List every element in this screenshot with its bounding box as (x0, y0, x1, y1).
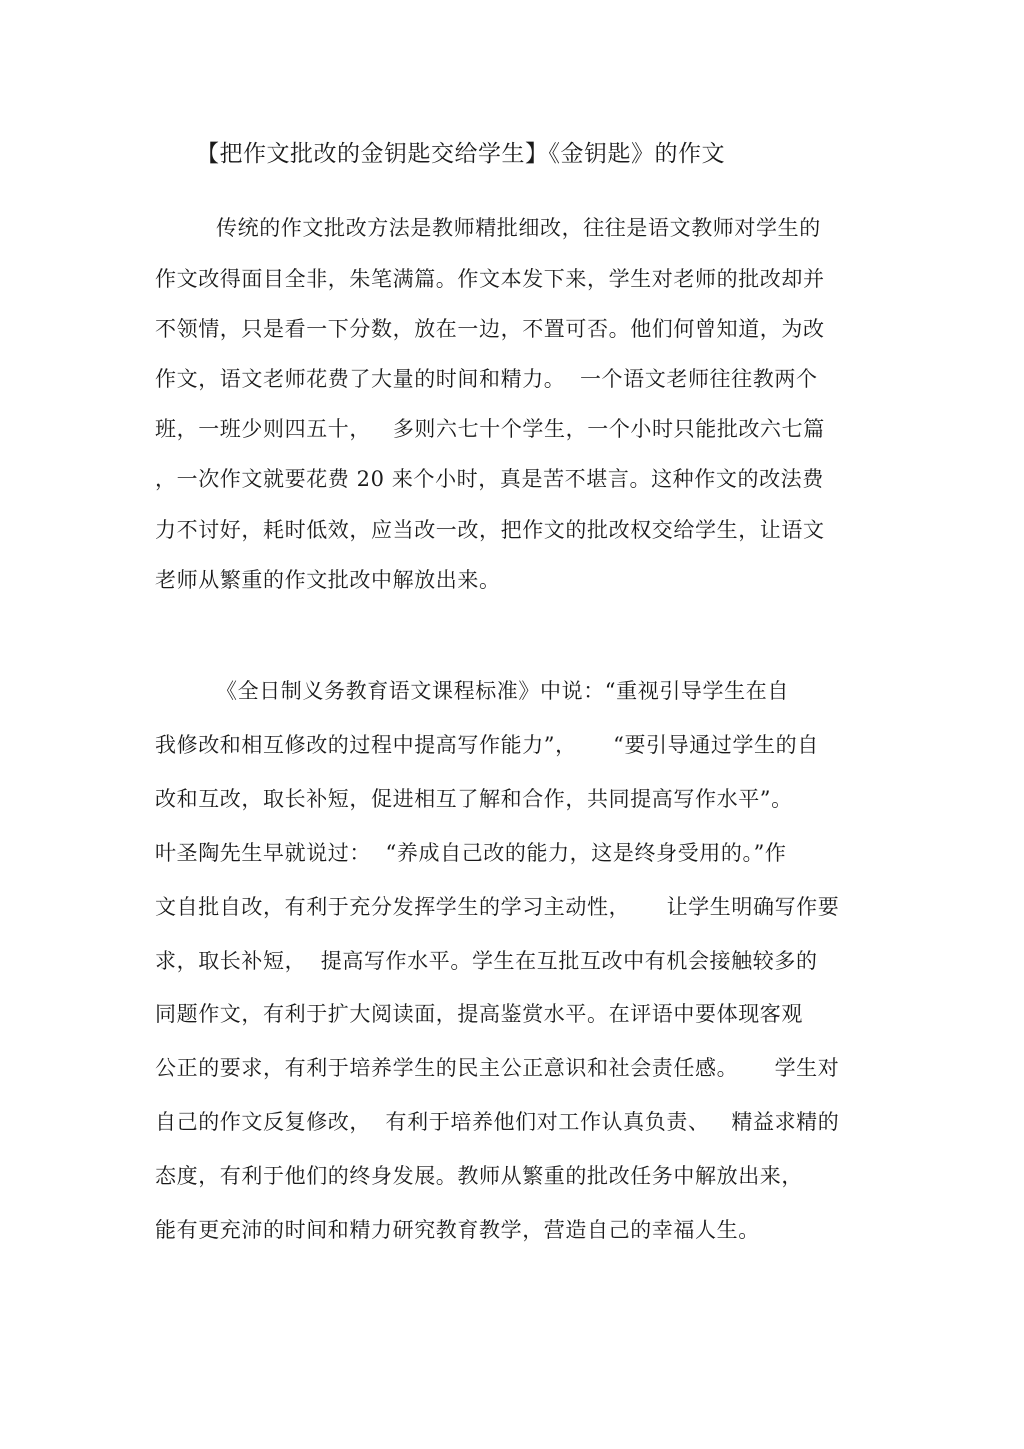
document-title: 【把作文批改的金钥匙交给学生】《金钥匙》的作文 (196, 141, 725, 167)
paragraph-2-line-7: 同题作文，有利于扩大阅读面，提高鉴赏水平。在评语中要体现客观 (155, 1002, 803, 1026)
paragraph-1-line-1: 传统的作文批改方法是教师精批细改，往往是语文教师对学生的 (216, 216, 821, 240)
paragraph-2-line-6: 求，取长补短， 提高写作水平。学生在互批互改中有机会接触较多的 (155, 949, 818, 973)
paragraph-1-line-6: ，一次作文就要花费 20 来个小时，真是苦不堪言。这种作文的改法费 (155, 467, 824, 491)
paragraph-1-line-7: 力不讨好，耗时低效，应当改一改，把作文的批改权交给学生，让语文 (155, 518, 825, 542)
paragraph-1-line-3: 不领情，只是看一下分数，放在一边，不置可否。他们何曾知道，为改 (155, 317, 825, 341)
paragraph-2-line-9: 自己的作文反复修改， 有利于培养他们对工作认真负责、 精益求精的 (155, 1110, 840, 1134)
paragraph-2-line-8: 公正的要求，有利于培养学生的民主公正意识和社会责任感。 学生对 (155, 1056, 840, 1080)
paragraph-2-line-5: 文自批自改，有利于充分发挥学生的学习主动性， 让学生明确写作要 (155, 895, 840, 919)
paragraph-2-line-11: 能有更充沛的时间和精力研究教育教学，营造自己的幸福人生。 (155, 1218, 760, 1242)
paragraph-1-line-2: 作文改得面目全非，朱笔满篇。作文本发下来，学生对老师的批改却并 (155, 267, 825, 291)
paragraph-2-line-2: 我修改和相互修改的过程中提高写作能力”， “要引导通过学生的自 (155, 733, 819, 757)
paragraph-2-line-10: 态度，有利于他们的终身发展。教师从繁重的批改任务中解放出来， (155, 1164, 803, 1188)
paragraph-1-line-5: 班，一班少则四五十， 多则六七十个学生，一个小时只能批改六七篇 (155, 417, 825, 441)
paragraph-1-line-4: 作文，语文老师花费了大量的时间和精力。 一个语文老师往往教两个 (155, 367, 818, 391)
paragraph-2-line-3: 改和互改，取长补短，促进相互了解和合作，共同提高写作水平”。 (155, 787, 793, 811)
paragraph-2-line-4: 叶圣陶先生早就说过： “养成自己改的能力，这是终身受用的。”作 (155, 841, 787, 865)
paragraph-1-line-8: 老师从繁重的作文批改中解放出来。 (155, 568, 501, 592)
paragraph-2-line-1: 《全日制义务教育语文课程标准》中说：“重视引导学生在自 (216, 679, 789, 703)
